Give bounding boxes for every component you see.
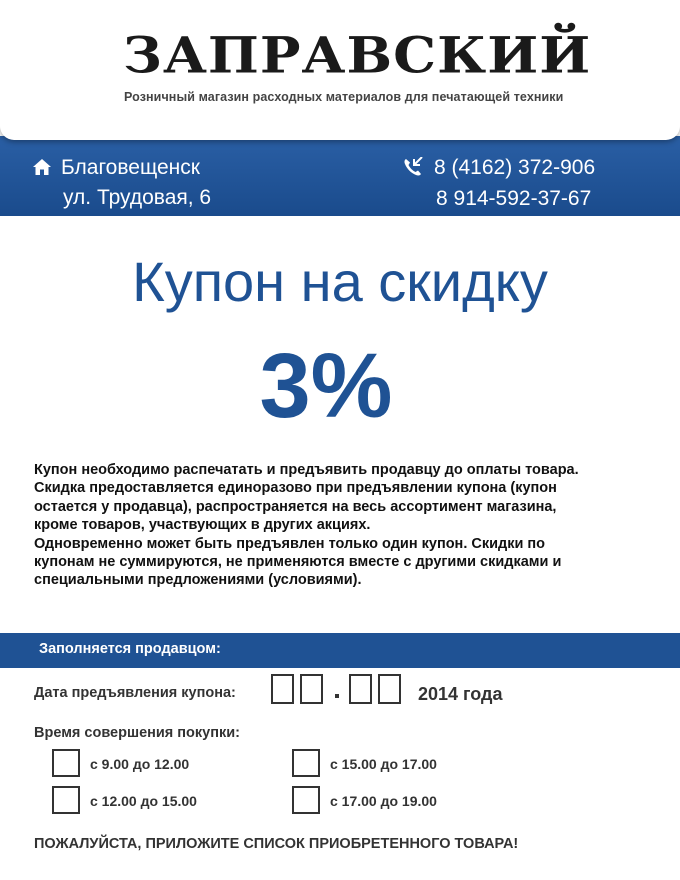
terms-line: кроме товаров, участвующих в других акциях. (34, 517, 371, 534)
address-street: ул. Трудовая, 6 (63, 186, 212, 209)
header-card (0, 0, 680, 140)
time-slot-label: с 17.00 до 19.00 (330, 793, 437, 809)
coupon-terms (34, 461, 664, 590)
month-digit-box[interactable] (378, 674, 401, 704)
terms-line: специальными предложениями (условиями). (34, 572, 362, 589)
time-slot-checkbox[interactable] (52, 786, 80, 814)
brand-logo: ЗАПРАВСКИЙ (123, 25, 592, 85)
phone-mobile: 8 914-592-37-67 (436, 187, 592, 210)
address-city: Благовещенск (61, 156, 200, 179)
home-icon (32, 156, 54, 184)
terms-line: Одновременно может быть предъявлен только один купон. Скидки по (34, 535, 546, 552)
time-slot-checkbox[interactable] (292, 749, 320, 777)
day-digit-box[interactable] (271, 674, 294, 704)
terms-line: Скидка предоставляется единоразово при предъявлении купона (купон (34, 480, 557, 497)
brand-tagline: Розничный магазин расходных материалов для печатающей техники (124, 90, 564, 104)
time-slot-checkbox[interactable] (292, 786, 320, 814)
time-slot-label: с 9.00 до 12.00 (90, 756, 190, 772)
terms-line: остается у продавца), распространяется на весь ассортимент магазина, (34, 498, 557, 515)
time-slot-label: с 12.00 до 15.00 (90, 793, 197, 809)
phone-landline: 8 (4162) 372-906 (434, 156, 596, 179)
day-digit-box[interactable] (300, 674, 323, 704)
month-digit-box[interactable] (349, 674, 372, 704)
phone-block (402, 154, 595, 213)
time-slot-checkbox[interactable] (52, 749, 80, 777)
seller-section-title: Заполняется продавцом: (39, 641, 221, 657)
attach-list-notice: ПОЖАЛУЙСТА, ПРИЛОЖИТЕ СПИСОК ПРИОБРЕТЕННОГО ТОВАРА! (34, 836, 519, 852)
terms-line: купонам не суммируются, не применяются вместе с другими скидками и (34, 554, 562, 571)
time-slot-label: с 15.00 до 17.00 (330, 756, 437, 772)
year-text: 2014 года (418, 684, 503, 704)
address-block (32, 154, 211, 212)
seller-section-header (0, 633, 680, 668)
date-separator (335, 694, 339, 698)
discount-percent: 3% (259, 335, 393, 437)
contact-band (0, 136, 680, 216)
date-row (34, 672, 654, 712)
coupon-title: Купон на скидку (132, 250, 548, 313)
phone-icon (402, 157, 426, 185)
time-label: Время совершения покупки: (34, 725, 240, 741)
terms-line: Купон необходимо распечатать и предъявить продавцу до оплаты товара. (34, 462, 579, 478)
date-label: Дата предъявления купона: (34, 685, 236, 701)
